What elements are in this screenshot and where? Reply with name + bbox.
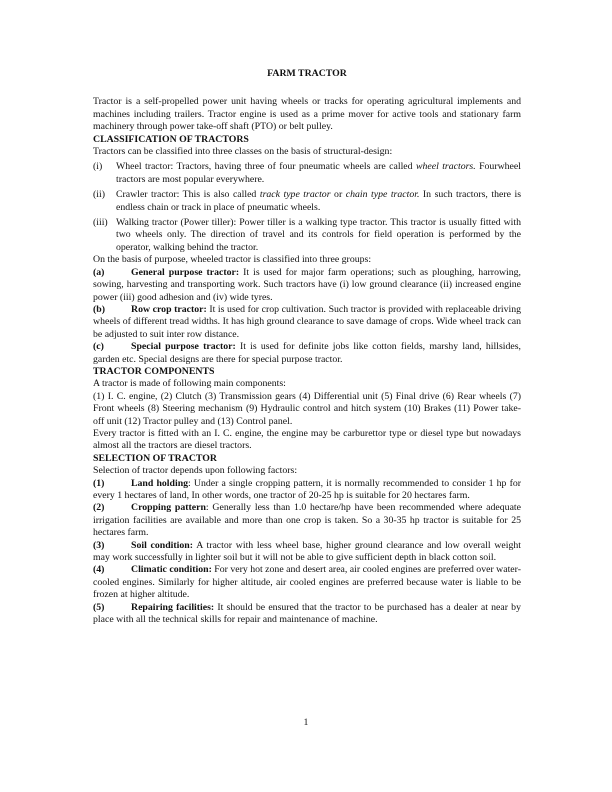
group-name: General purpose tractor: xyxy=(131,266,240,278)
factor-name: Soil condition: xyxy=(131,539,193,551)
group-text: It is used for definite jobs like cotton fields, marshy land, hillsides, garden etc. Special designs are there for special purpose tractor. xyxy=(93,341,522,365)
list-item-text-part: In such tractors, there is endless chain or track in place of pneumatic wheels. xyxy=(116,189,522,213)
group-name: Row crop tractor: xyxy=(131,303,207,315)
classification-lead: Tractors can be classified into three classes on the basis of structural-design: xyxy=(93,146,393,158)
group-text: It is used for crop cultivation. Such tractor is provided with replaceable driving wheels of different tread widths. It has high ground clearance to save damage of crops. Wide wheel track can be adjusted to suit inter row distance. xyxy=(93,303,521,340)
list-item xyxy=(93,161,521,186)
list-item-emphasis: chain type tractor. xyxy=(345,189,420,201)
factor-text: A tractor with less wheel base, higher ground clearance and low overall weight may work successfully in lighter soil but it will not be able to give sufficient depth in black cotton soil. xyxy=(93,539,522,564)
factor-label: (1) xyxy=(93,477,105,489)
page-title: FARM TRACTOR xyxy=(267,68,347,79)
list-item-number: (i) xyxy=(93,161,103,173)
factor-label: (3) xyxy=(93,539,105,551)
intro-paragraph: Tractor is a self-propelled power unit having wheels or tracks for operating agricultural implements and machines including trailers. Tractor engine is used as a prime mover for active tools and stationary farm machinery through power take-off shaft (PTO) or belt pulley. xyxy=(93,96,521,133)
factor-text: It should be ensured that the tractor to be purchased has a dealer at near by place with all the technical skills for repair and maintenance of machine. xyxy=(93,601,521,626)
components-heading: TRACTOR COMPONENTS xyxy=(93,365,215,377)
factor-label: (2) xyxy=(93,502,105,514)
factor-paragraph xyxy=(93,478,521,503)
factor-paragraph xyxy=(93,502,521,539)
selection-lead: Selection of tractor depends upon following factors: xyxy=(93,465,298,477)
list-item-emphasis: wheel tractors. xyxy=(415,161,476,173)
list-item-text xyxy=(116,189,521,214)
factor-text: For very hot zone and desert area, air cooled engines are preferred over water-cooled engines. Similarly for higher altitude, air cooled engines are preferred because water is liable to be frozen at higher altitude. xyxy=(93,564,521,601)
selection-heading: SELECTION OF TRACTOR xyxy=(93,452,217,464)
components-lead: A tractor is made of following main components: xyxy=(93,378,286,390)
list-item-number: (iii) xyxy=(93,217,108,229)
list-item-text: Walking tractor (Power tiller): Power tiller is a walking type tractor. This tractor is usually fitted with two wheels only. The direction of travel and its controls for field operation is performed by the operator, walking behind the tractor. xyxy=(116,217,521,253)
group-paragraph xyxy=(93,304,521,341)
factor-paragraph xyxy=(93,540,521,565)
factor-label: (4) xyxy=(93,564,105,576)
group-text: It is used for major farm operations; such as ploughing, harrowing, sowing, harvesting and transporting work. Such tractors have (i) low ground clearance (ii) increased engine power (iii) good adhesion and (iv) wide tyres. xyxy=(93,266,522,303)
group-label: (a) xyxy=(93,266,105,278)
list-item xyxy=(93,217,521,254)
factor-text: : Under a single cropping pattern, it is normally recommended to consider 1 hp for every 1 hectares of land, In other words, one tractor of 20-25 hp is suitable for 20 hectares farm. xyxy=(93,477,521,501)
group-name: Special purpose tractor: xyxy=(131,341,236,353)
factor-label: (5) xyxy=(93,601,105,613)
list-item xyxy=(93,189,521,214)
page-number: 1 xyxy=(303,717,309,728)
group-paragraph xyxy=(93,341,521,366)
list-item-text-part: Wheel tractor: Tractors, having three of four pneumatic wheels are called xyxy=(116,161,416,173)
list-item-emphasis: track type tractor xyxy=(259,189,331,201)
group-paragraph xyxy=(93,267,521,304)
list-item-text xyxy=(116,161,521,186)
factor-name: Climatic condition: xyxy=(131,564,212,576)
components-list: (1) I. C. engine, (2) Clutch (3) Transmission gears (4) Differential unit (5) Final drive (6) Rear wheels (7) Front wheels (8) Steering mechanism (9) Hydraulic control and hitch system (10) Brakes (11) Power take-off unit (12) Tractor pulley and (13) Control panel. xyxy=(93,390,521,427)
list-item-text-part: Crawler tractor: This is also called xyxy=(116,189,260,201)
list-item-number: (ii) xyxy=(93,189,105,201)
components-note: Every tractor is fitted with an I. C. engine, the engine may be carburettor type or diesel type but nowadays almost all the tractors are diesel tractors. xyxy=(93,427,521,452)
factor-paragraph xyxy=(93,602,521,627)
group-label: (b) xyxy=(93,303,105,315)
classification-heading: CLASSIFICATION OF TRACTORS xyxy=(93,133,249,145)
list-item-text-part: or xyxy=(330,189,346,201)
purpose-lead: On the basis of purpose, wheeled tractor is classified into three groups: xyxy=(93,254,372,266)
factor-name: Repairing facilities: xyxy=(131,601,215,613)
factor-name: Cropping pattern xyxy=(131,502,206,514)
factor-name: Land holding xyxy=(131,477,189,489)
list-item-text-part: Fourwheel tractors are most popular everywhere. xyxy=(116,161,521,185)
factor-text: : Generally less than 1.0 hectare/hp have been recommended where adequate irrigation facilities are available and more than one crop is taken. So a 30-35 hp tractor is suitable for 25 hectares farm. xyxy=(93,502,521,539)
factor-paragraph xyxy=(93,564,521,601)
group-label: (c) xyxy=(93,341,104,353)
document-page xyxy=(93,68,521,626)
